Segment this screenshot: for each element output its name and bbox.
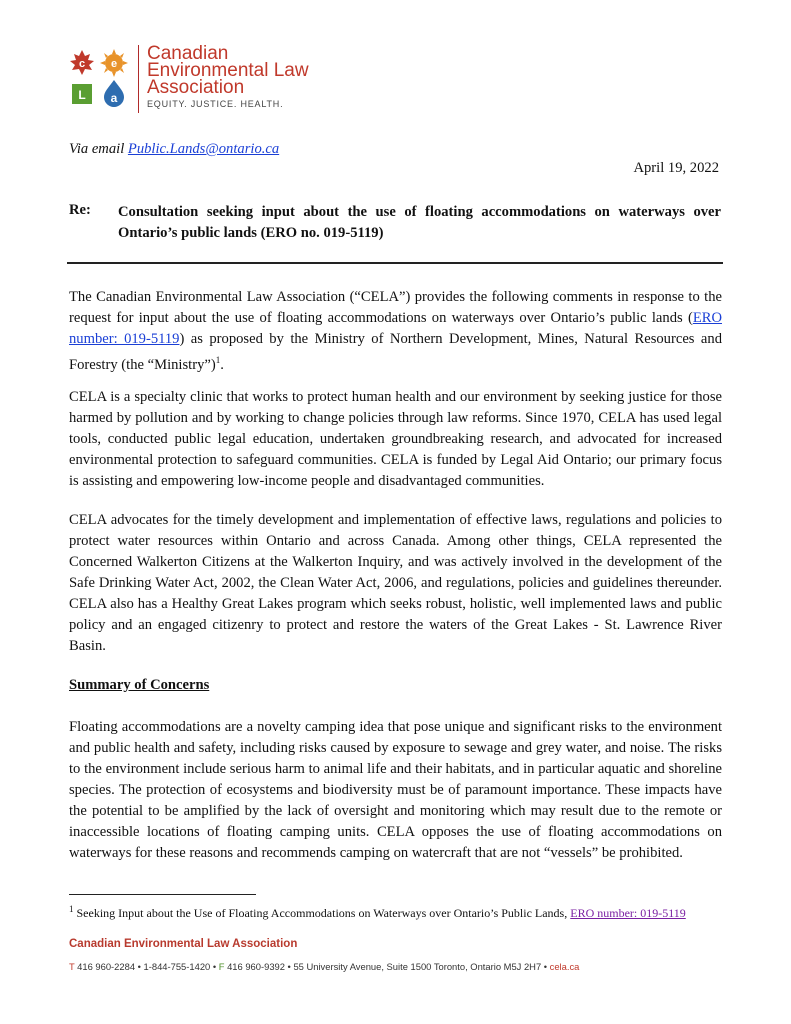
footnote-divider (69, 894, 256, 895)
section-heading: Summary of Concerns (69, 677, 210, 693)
intro-text-b: ) as proposed by the Ministry of Northern Development, Mines, Natural Resources and Forestry (the “Ministry”) (69, 331, 722, 373)
footnote-ero-link[interactable]: ERO number: 019-5119 (570, 906, 686, 920)
org-name-line1: Canadian (147, 43, 229, 64)
tagline: EQUITY. JUSTICE. HEALTH. (147, 99, 284, 109)
footer-org-name: Canadian Environmental Law Association (69, 938, 298, 950)
svg-text:a: a (110, 91, 118, 105)
re-label: Re: (69, 202, 91, 218)
cela-logo-icon (68, 48, 130, 110)
svg-text:L: L (78, 88, 86, 102)
paragraph-advocacy: CELA advocates for the timely development and implementation of effective laws, regulations and policies to protect water resources within Ontario and across Canada. Among other things, CELA represented the Concerned Walkerton Citizens at the Walkerton Inquiry, and was actively involved in the development of the Safe Drinking Water Act, 2002, the Clean Water Act, 2006, and regulations, policies and guidelines thereunder. CELA also has a Healthy Great Lakes program which seeks robust, holistic, well implemented laws and public policy and an engaged citizenry to protect and restore the waters of the Great Lakes - St. Lawrence River Basin. (69, 512, 722, 654)
footnote-text: Seeking Input about the Use of Floating Accommodations on Waterways over Ontario’s Public Lands, (73, 906, 571, 920)
paragraph-intro (69, 287, 722, 376)
footnote-number: 1 (69, 904, 74, 914)
phone-numbers: 416 960-2284 • 1-844-755-1420 • (74, 961, 219, 972)
via-email-prefix: Via email (69, 141, 128, 157)
fax-label: F (218, 961, 225, 972)
letter-date: April 19, 2022 (633, 160, 719, 176)
org-name-line3: Association (147, 77, 245, 98)
via-email-line (69, 141, 279, 158)
svg-text:e: e (110, 58, 118, 70)
footer-contact (69, 961, 579, 972)
svg-text:c: c (78, 58, 86, 70)
subject-line: Consultation seeking input about the use of floating accommodations on waterways over Ontario’s public lands (ERO no. 019-5119) (118, 204, 721, 241)
letterhead-org-name (138, 45, 309, 113)
email-link[interactable]: Public.Lands@ontario.ca (127, 141, 280, 157)
paragraph-about-cela: CELA is a specialty clinic that works to protect human health and our environment by seeking justice for those harmed by pollution and by working to change policies through law reforms. Since 1970, CELA has used legal tools, conducted public legal education, undertaken groundbreaking research, and advocated for increased environmental protection to safeguard communities. CELA is funded by Legal Aid Ontario; our primary focus is assisting and empowering low-income people and disadvantaged communities. (69, 389, 722, 489)
intro-text-a: The Canadian Environmental Law Association (“CELA”) provides the following comments in response to the request for input about the use of floating accommodations on waterways over Ontario’s public lands ( (69, 289, 722, 326)
footnote-ref: 1 (215, 355, 221, 365)
website-link[interactable]: cela.ca (549, 961, 580, 972)
header-divider (67, 262, 723, 264)
fax-address: 416 960-9392 • 55 University Avenue, Suite 1500 Toronto, Ontario M5J 2H7 • (224, 961, 550, 972)
ero-link[interactable]: ERO number: 019-5119 (69, 310, 722, 347)
intro-text-end: . (220, 356, 224, 373)
org-name-line2: Environmental Law (147, 60, 309, 81)
footnote (69, 902, 722, 921)
paragraph-summary: Floating accommodations are a novelty camping idea that pose unique and significant risks to the environment and public health and safety, including risks caused by exposure to sewage and grey water, and noise. The risks to the environment include serious harm to animal life and their habitats, and in particular aquatic and shoreline species. The protection of ecosystems and biodiversity must be of paramount importance. These impacts have the potential to be amplified by the lack of oversight and monitoring which may result due to the remote or inaccessible locations of floating camping units. CELA opposes the use of floating accommodations on waterways for these reasons and recommends camping on watercraft that are not “vessels” be prohibited. (69, 719, 722, 861)
phone-label: T (69, 961, 75, 972)
